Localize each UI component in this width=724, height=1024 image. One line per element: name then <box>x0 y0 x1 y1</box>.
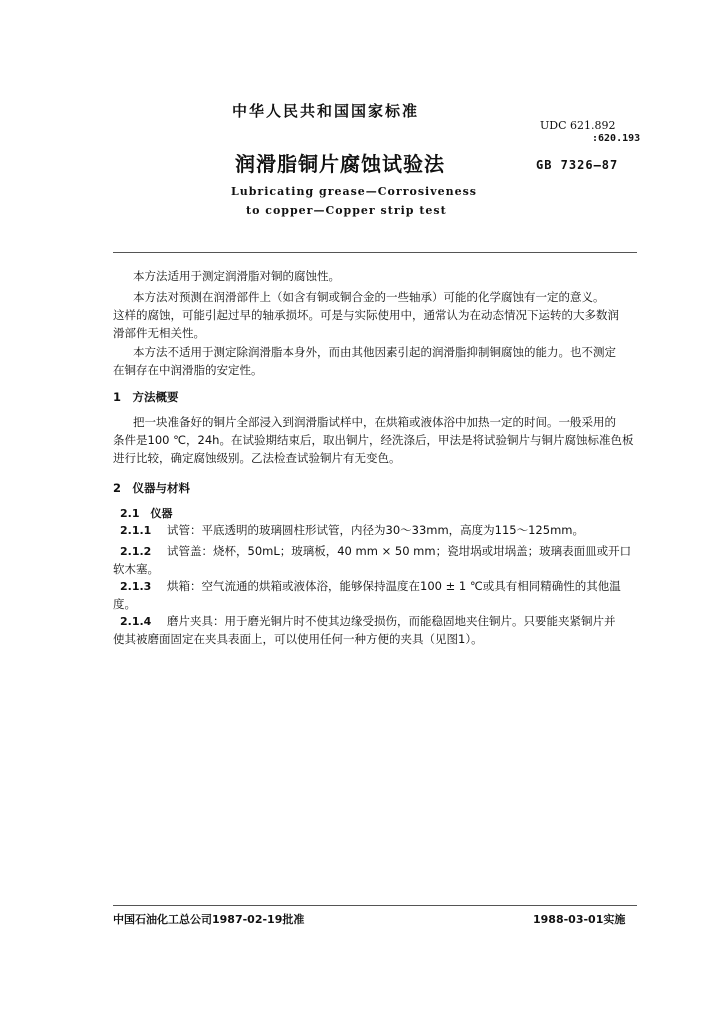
document-title: 润滑脂铜片腐蚀试验法 <box>235 152 445 176</box>
section-1-line2: 条件是100 ℃，24h。在试验期结束后，取出铜片，经洗涤后，甲法是将试验铜片与铜片腐蚀标准色板 <box>113 433 634 447</box>
gb-number: GB 7326—87 <box>536 158 619 172</box>
english-title-line1: Lubricating grease—Corrosiveness <box>231 185 477 198</box>
intro-paragraph-3-line2: 在铜存在中润滑脂的安定性。 <box>113 363 263 377</box>
section-1-line3: 进行比较，确定腐蚀级别。乙法检查试验铜片有无变色。 <box>113 451 401 465</box>
section-2-1-3-text: 烘箱：空气流通的烘箱或液体浴，能够保持温度在100 ± 1 ℃或具有相同精确性的其他温 <box>167 579 621 593</box>
section-2-1-4-continuation: 使其被磨面固定在夹具表面上，可以使用任何一种方便的夹具（见图1）。 <box>113 632 483 646</box>
section-2-1-3-number: 2.1.3 <box>120 580 152 593</box>
section-2-1-2-number: 2.1.2 <box>120 545 152 558</box>
section-2-1-3-continuation: 度。 <box>113 597 136 611</box>
udc-code-sub: :620.193 <box>592 133 641 144</box>
section-1-heading: 1 方法概要 <box>113 390 179 404</box>
intro-paragraph-1: 本方法适用于测定润滑脂对铜的腐蚀性。 <box>133 269 340 283</box>
section-2-1-1-number: 2.1.1 <box>120 524 152 537</box>
section-2-1-2-text: 试管盖：烧杯，50mL；玻璃板，40 mm × 50 mm；瓷坩埚或坩埚盖；玻璃表面皿或开口 <box>167 544 632 558</box>
section-2-heading: 2 仪器与材料 <box>113 481 191 495</box>
section-2-1-4-number: 2.1.4 <box>120 615 152 628</box>
section-2-1-2-continuation: 软木塞。 <box>113 562 159 576</box>
section-2-1-4-text: 磨片夹具：用于磨光铜片时不使其边缘受损伤，而能稳固地夹住铜片。只要能夹紧铜片并 <box>167 614 616 628</box>
intro-paragraph-2-line3: 滑部件无相关性。 <box>113 326 205 340</box>
intro-paragraph-2-line1: 本方法对预测在润滑部件上（如含有铜或铜合金的一些轴承）可能的化学腐蚀有一定的意义。 <box>133 290 605 304</box>
intro-paragraph-3-line1: 本方法不适用于测定除润滑脂本身外，而由其他因素引起的润滑脂抑制铜腐蚀的能力。也不测定 <box>133 345 616 359</box>
header-divider <box>113 252 637 253</box>
section-1-line1: 把一块准备好的铜片全部浸入到润滑脂试样中，在烘箱或液体浴中加热一定的时间。一般采用的 <box>133 415 616 429</box>
approval-date: 中国石油化工总公司1987-02-19批准 <box>113 913 305 926</box>
section-2-1-heading: 2.1 仪器 <box>120 507 173 520</box>
footer-divider <box>113 905 637 906</box>
intro-paragraph-2-line2: 这样的腐蚀，可能引起过早的轴承损坏。可是与实际使用中，通常认为在动态情况下运转的大多数润 <box>113 308 619 322</box>
effective-date: 1988-03-01实施 <box>533 913 626 926</box>
english-title-line2: to copper—Copper strip test <box>246 204 447 217</box>
national-standard-label: 中华人民共和国国家标准 <box>232 102 420 120</box>
udc-code: UDC 621.892 <box>540 119 616 132</box>
section-2-1-1-text: 试管：平底透明的玻璃圆柱形试管，内径为30～33mm，高度为115～125mm。 <box>167 523 584 537</box>
